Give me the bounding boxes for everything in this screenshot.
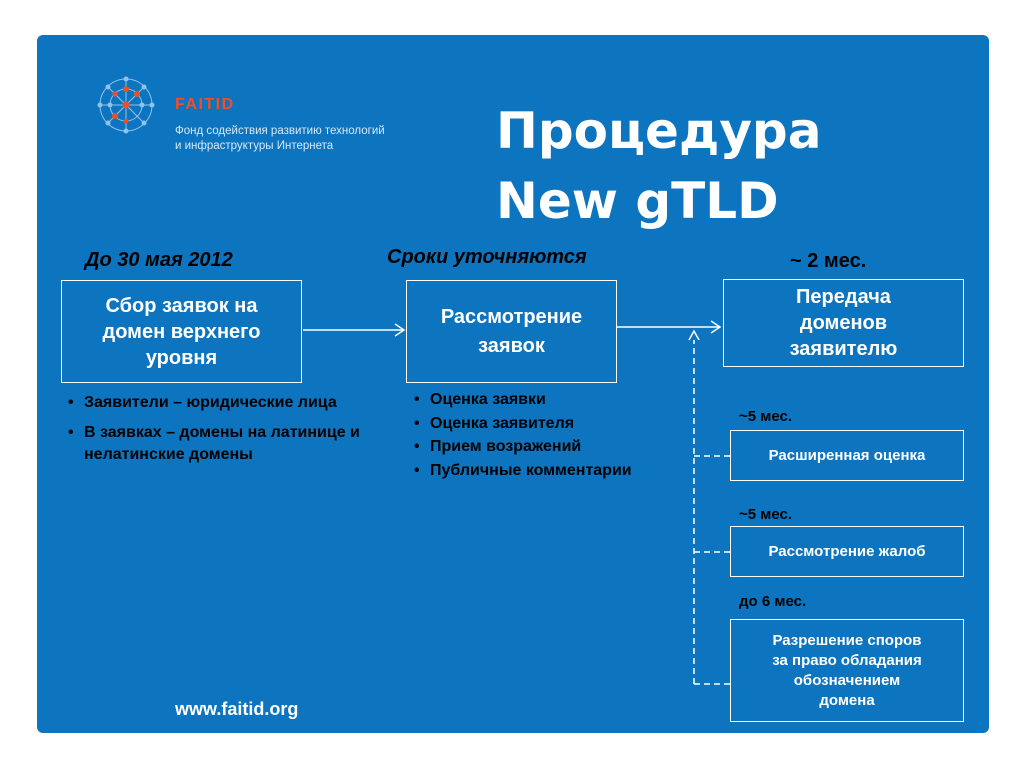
- box-line: домена: [819, 691, 875, 709]
- box-line: Разрешение споров: [772, 631, 922, 649]
- box-line: заявок: [478, 334, 545, 357]
- box-line: доменов: [799, 312, 888, 334]
- box-line: домен верхнего: [102, 320, 261, 343]
- list-item: • Заявители – юридические лица: [64, 392, 364, 414]
- box-line: Расширенная оценка: [768, 446, 926, 464]
- step-duration: до 6 мес.: [739, 593, 807, 610]
- title-line: New gTLD: [496, 172, 779, 230]
- list-item: • В заявках – домены на латинице и нелатинские домены: [64, 422, 364, 466]
- box-line: за право обладания: [772, 651, 922, 669]
- title-line: Процедура: [496, 102, 822, 160]
- box-line: обозначением: [793, 671, 901, 689]
- box-line: Передача: [796, 286, 891, 308]
- footer-url: www.faitid.org: [175, 699, 299, 719]
- list-item: • Оценка заявки: [410, 388, 700, 412]
- box-line: заявителю: [789, 338, 898, 360]
- list-item: • Прием возражений: [410, 435, 700, 459]
- box-line: уровня: [145, 346, 218, 369]
- logo-name: FAITID: [175, 96, 235, 113]
- step-duration: ~5 мес.: [739, 408, 793, 425]
- phase-deadline-label: До 30 мая 2012: [85, 249, 233, 271]
- phase-deadline-label: Сроки уточняются: [387, 246, 587, 268]
- list-item: • Оценка заявителя: [410, 412, 700, 436]
- box-line: Рассмотрение: [440, 305, 583, 328]
- logo-subtitle-line: Фонд содействия развитию технологий: [175, 125, 385, 137]
- box-line: Рассмотрение жалоб: [768, 542, 926, 560]
- arrowhead-icon: [689, 331, 699, 340]
- list-item: • Публичные комментарии: [410, 459, 700, 483]
- logo-subtitle-line: и инфраструктуры Интернета: [175, 140, 334, 152]
- phase-deadline-label: ~ 2 мес.: [790, 250, 867, 272]
- box-line: Сбор заявок на: [105, 294, 258, 317]
- step-duration: ~5 мес.: [739, 506, 793, 523]
